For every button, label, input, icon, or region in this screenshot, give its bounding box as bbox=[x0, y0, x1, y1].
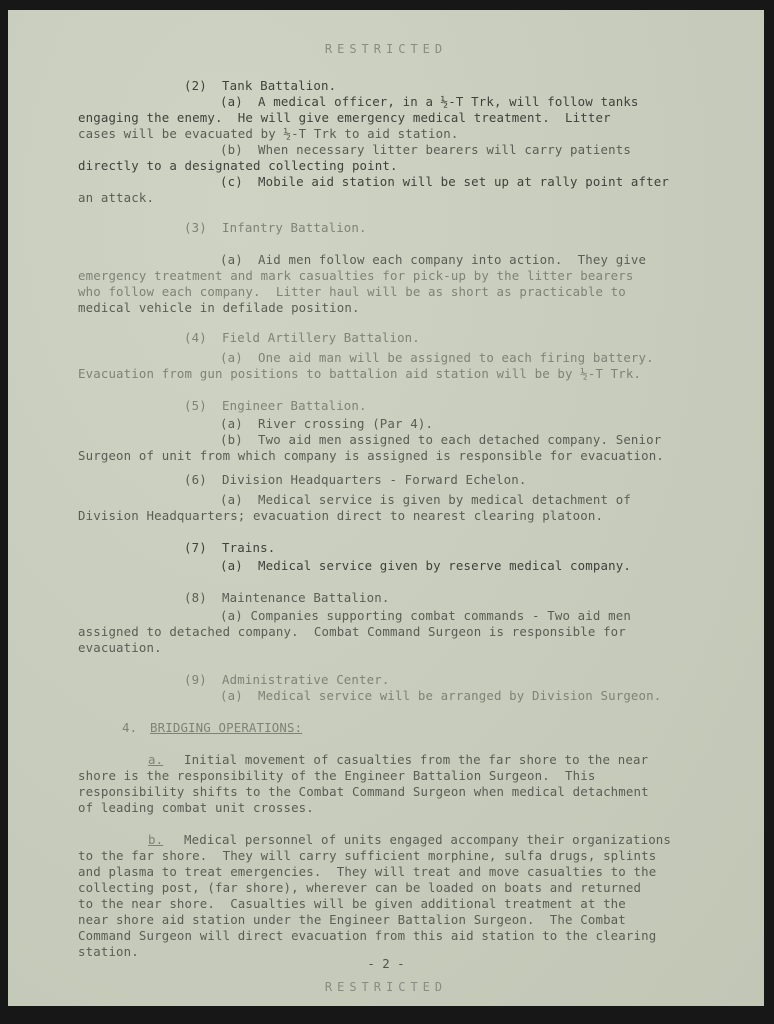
para-4-heading: (4) Field Artillery Battalion. bbox=[184, 330, 420, 345]
text-line: to the far shore. They will carry sufficient morphine, sulfa drugs, splints bbox=[78, 848, 657, 863]
text-line: assigned to detached company. Combat Command Surgeon is responsible for bbox=[78, 624, 626, 639]
text-line: (a) Medical service is given by medical detachment of bbox=[220, 492, 631, 507]
page-number: - 2 - bbox=[367, 956, 405, 971]
text-line: Surgeon of unit from which company is assigned is responsible for evacuation. bbox=[78, 448, 664, 463]
text-line: engaging the enemy. He will give emergency medical treatment. Litter bbox=[78, 110, 611, 125]
text-line: to the near shore. Casualties will be given additional treatment at the bbox=[78, 896, 626, 911]
para-8-heading: (8) Maintenance Battalion. bbox=[184, 590, 390, 605]
text-line: (a) Medical service will be arranged by Division Surgeon. bbox=[220, 688, 662, 703]
para-2-heading: (2) Tank Battalion. bbox=[184, 78, 337, 93]
text-line: and plasma to treat emergencies. They will treat and move casualties to the bbox=[78, 864, 657, 879]
text-line: near shore aid station under the Engineer Battalion Surgeon. The Combat bbox=[78, 912, 626, 927]
text-line: (b) Two aid men assigned to each detached company. Senior bbox=[220, 432, 662, 447]
text-line: an attack. bbox=[78, 190, 155, 205]
para-7-heading: (7) Trains. bbox=[184, 540, 276, 555]
text-line: medical vehicle in defilade position. bbox=[78, 300, 360, 315]
section-heading: BRIDGING OPERATIONS: bbox=[150, 720, 303, 735]
text-line: emergency treatment and mark casualties for pick-up by the litter bearers bbox=[78, 268, 634, 283]
para-5-heading: (5) Engineer Battalion. bbox=[184, 398, 367, 413]
text-line: shore is the responsibility of the Engineer Battalion Surgeon. This bbox=[78, 768, 596, 783]
text-line: (a) Aid men follow each company into action. They give bbox=[220, 252, 647, 267]
text-line: directly to a designated collecting point. bbox=[78, 158, 398, 173]
text-line: cases will be evacuated by ½-T Trk to aid station. bbox=[78, 126, 459, 141]
footer-classification: RESTRICTED bbox=[324, 980, 448, 994]
text-line: (a) River crossing (Par 4). bbox=[220, 416, 434, 431]
text-line: (a) Companies supporting combat commands - Two aid men bbox=[220, 608, 631, 623]
section-number: 4. bbox=[122, 720, 138, 735]
header-classification: RESTRICTED bbox=[324, 42, 448, 56]
para-6-heading: (6) Division Headquarters - Forward Echelon. bbox=[184, 472, 527, 487]
text-line: Medical personnel of units engaged accompany their organizations bbox=[184, 832, 672, 847]
text-line: (c) Mobile aid station will be set up at rally point after bbox=[220, 174, 669, 189]
text-line: of leading combat unit crosses. bbox=[78, 800, 314, 815]
text-line: (b) When necessary litter bearers will carry patients bbox=[220, 142, 631, 157]
subsection-a-label: a. bbox=[148, 752, 164, 767]
para-9-heading: (9) Administrative Center. bbox=[184, 672, 390, 687]
subsection-b-label: b. bbox=[148, 832, 164, 847]
text-line: (a) A medical officer, in a ½-T Trk, will follow tanks bbox=[220, 94, 639, 109]
para-3-heading: (3) Infantry Battalion. bbox=[184, 220, 367, 235]
text-line: (a) Medical service given by reserve medical company. bbox=[220, 558, 631, 573]
text-line: collecting post, (far shore), wherever can be loaded on boats and returned bbox=[78, 880, 642, 895]
text-line: Evacuation from gun positions to battalion aid station will be by ½-T Trk. bbox=[78, 366, 642, 381]
text-line: Initial movement of casualties from the far shore to the near bbox=[184, 752, 649, 767]
text-line: responsibility shifts to the Combat Command Surgeon when medical detachment bbox=[78, 784, 649, 799]
text-line: who follow each company. Litter haul will be as short as practicable to bbox=[78, 284, 626, 299]
text-line: station. bbox=[78, 944, 139, 959]
text-line: Division Headquarters; evacuation direct to nearest clearing platoon. bbox=[78, 508, 604, 523]
text-line: evacuation. bbox=[78, 640, 162, 655]
document-page bbox=[8, 10, 764, 1006]
text-line: Command Surgeon will direct evacuation from this aid station to the clearing bbox=[78, 928, 657, 943]
text-line: (a) One aid man will be assigned to each firing battery. bbox=[220, 350, 654, 365]
